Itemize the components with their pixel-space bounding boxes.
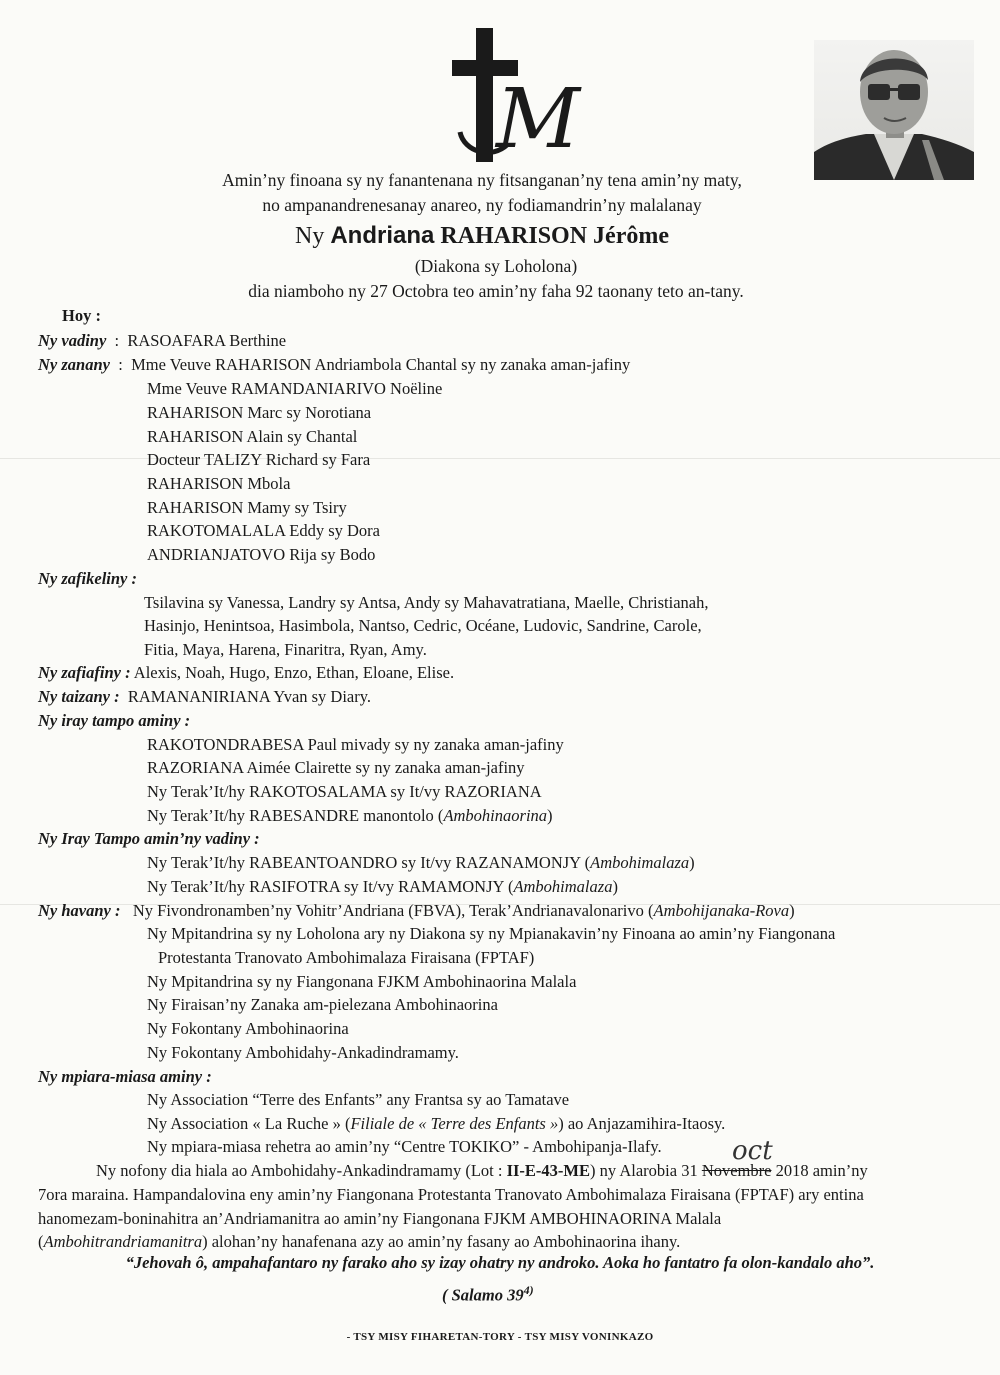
burial-text: ) alohan’ny hanafenana azy ao amin’ny fasany ao Ambohinaorina ihany. [202,1232,681,1251]
iray-tampo-item: Ny Terak’It/hy RABESANDRE manontolo (Ambohinaorina) [147,806,553,825]
mpiara-item-italic: Filiale de « Terre des Enfants » [350,1114,559,1133]
bible-quote: “Jehovah ô, ampahafantaro ny farako aho sy izay ohatry ny androko. Aoka ho fantatro fa olon-kandalo aho”. [125,1253,875,1272]
name-last: RAHARISON Jérôme [440,223,669,249]
mpiara-item: Ny Association “Terre des Enfants” any Frantsa sy ao Tamatave [147,1090,570,1109]
zanany-item: RAHARISON Mamy sy Tsiry [147,498,347,517]
zafiafiny-row [38,663,454,683]
iray-tampo-vadiny-item: Ny Terak’It/hy RABEANTOANDRO sy It/vy RAZANAMONJY (Ambohimalaza) [147,853,695,872]
burial-line-2: 7ora maraina. Hampandalovina eny amin’ny Fiangonana Protestanta Tranovato Ambohimalaza Firaisana (FPTAF) ary entina [38,1185,864,1204]
intro-line-1: Amin’ny finoana sy ny fanantenana ny fitsanganan’ny tena amin’ny maty, [222,170,742,190]
iray-tampo-item: Ny Terak’It/hy RAKOTOSALAMA sy It/vy RAZORIANA [147,782,542,801]
taizany-row [38,687,371,707]
burial-day: 31 [681,1161,698,1180]
burial-text: ) ny Alarobia [590,1161,682,1180]
burial-line-1 [96,1161,868,1181]
zanany-label: Ny zanany [38,355,110,374]
emblem-letter: M [496,72,580,164]
iray-tampo-vadiny-text: Ny Terak’It/hy RABEANTOANDRO sy It/vy RAZANAMONJY ( [147,853,591,872]
mpiara-item-text: Ny Association « La Ruche » ( [147,1114,351,1133]
iray-tampo-item-place: Ambohinaorina [443,806,548,825]
zanany-item: Mme Veuve RAMANDANIARIVO Noëline [147,379,443,398]
vadiny-label: Ny vadiny [38,331,107,350]
havany-item: Ny Mpitandrina sy ny Fiangonana FJKM Ambohinaorina Malala [147,972,577,991]
taizany-label: Ny taizany : [38,687,120,706]
iray-tampo-item-text: Ny Terak’It/hy RABESANDRE manontolo ( [147,806,444,825]
zanany-item: RAHARISON Alain sy Chantal [147,427,358,446]
burial-place: Ambohitrandriamanitra [43,1232,203,1251]
iray-tampo-vadiny-place: Ambohimalaza [513,877,613,896]
burial-lot: II-E-43-ME [506,1161,590,1180]
psalm-reference [442,1283,534,1306]
vadiny-row: Ny vadiny : RASOAFARA Berthine [38,331,287,350]
burial-line-4: (Ambohitrandriamanitra) alohan’ny hanafenana azy ao amin’ny fasany ao Ambohinaorina ihany. [38,1232,681,1251]
iray-tampo-vadiny-item: Ny Terak’It/hy RASIFOTRA sy It/vy RAMAMONJY (Ambohimalaza) [147,877,618,896]
zafikeliny-line: Tsilavina sy Vanessa, Landry sy Antsa, Andy sy Mahavatratiana, Maelle, Christianah, [144,593,709,612]
havany-item-place: Ambohijanaka-Rova [653,901,790,920]
death-line: dia niamboho ny 27 Octobra teo amin’ny faha 92 taonany teto an-tany. [248,281,744,301]
havany-item: Ny Firaisan’ny Zanaka am-pielezana Ambohinaorina [147,995,498,1014]
zanany-item: ANDRIANJATOVO Rija sy Bodo [147,545,376,564]
burial-line-3: hanomezam-boninahitra an’Andriamanitra ao amin’ny Fiangonana FJKM AMBOHINAORINA Malala [38,1209,722,1228]
cross-emblem-icon [452,22,582,164]
iray-tampo-item: RAKOTONDRABESA Paul mivady sy ny zanaka aman-jafiny [147,735,564,754]
mpiara-item: Ny mpiara-miasa rehetra ao amin’ny “Centre TOKIKO” - Ambohipanja-Ilafy. [147,1137,662,1156]
zanany-item: RAHARISON Marc sy Norotiana [147,403,372,422]
mpiara-item-text: ) ao Anjazamihira-Itaosy. [558,1114,726,1133]
name-first: Andriana [330,222,435,249]
iray-tampo-item: RAZORIANA Aimée Clairette sy ny zanaka aman-jafiny [147,758,525,777]
burial-text: Ny nofony dia hiala ao Ambohidahy-Ankadindramamy (Lot : [96,1161,507,1180]
havany-item: Protestanta Tranovato Ambohimalaza Firaisana (FPTAF) [158,948,535,967]
zanany-item: Docteur TALIZY Richard sy Fara [147,450,371,469]
zafiafiny-label: Ny zafiafiny : [38,663,131,682]
havany-row: Ny havany : Ny Fivondronamben’ny Vohitr’Andriana (FBVA), Terak’Andrianavalonarivo (Ambohijanaka-Rova) [38,901,795,920]
psalm-text: ( Salamo 39 [442,1285,524,1305]
footer-notice: - TSY MISY FIHARETAN-TORY - TSY MISY VONINKAZO [346,1331,654,1343]
havany-item: Ny Fokontany Ambohidahy-Ankadindramamy. [147,1043,459,1062]
havany-item: Ny Mpitandrina sy ny Loholona ary ny Diakona sy ny Mpianakavin’ny Finoana ao amin’ny Fiangonana [147,924,836,943]
zanany-item: RAKOTOMALALA Eddy sy Dora [147,521,380,540]
intro-line-2: no ampanandrenesanay anareo, ny fodiamandrin’ny malalanay [262,195,702,215]
zafiafiny-value: Alexis, Noah, Hugo, Enzo, Ethan, Eloane, Elise. [133,663,455,682]
psalm-verse: 4) [523,1283,534,1297]
zanany-item: RAHARISON Mbola [147,474,291,493]
zafikeliny-line: Fitia, Maya, Harena, Finaritra, Ryan, Amy. [144,640,427,659]
zanany-item: Mme Veuve RAHARISON Andriambola Chantal sy ny zanaka aman-jafiny [131,355,631,374]
mpiara-item [147,1114,725,1134]
havany-item-text: Ny Fivondronamben’ny Vohitr’Andriana (FBVA), Terak’Andrianavalonarivo ( [132,901,654,920]
handwritten-month: oct [732,1136,773,1166]
hoy-label: Hoy : [62,306,101,325]
iray-tampo-vadiny-label: Ny Iray Tampo amin’ny vadiny : [38,829,260,848]
iray-tampo-label: Ny iray tampo aminy : [38,711,191,730]
mpiara-label: Ny mpiara-miasa aminy : [38,1067,212,1086]
iray-tampo-vadiny-place: Ambohimalaza [590,853,690,872]
burial-month-struck: Novembre [701,1161,772,1180]
vadiny-value: RASOAFARA Berthine [127,331,287,350]
zafikeliny-line: Hasinjo, Henintsoa, Hasimbola, Nantso, Cedric, Océane, Ludovic, Sandrine, Carole, [144,616,702,635]
iray-tampo-vadiny-text: Ny Terak’It/hy RASIFOTRA sy It/vy RAMAMONJY ( [147,877,514,896]
taizany-value: RAMANANIRIANA Yvan sy Diary. [127,687,372,706]
zanany-row: Ny zanany : Mme Veuve RAHARISON Andriambola Chantal sy ny zanaka aman-jafiny [38,355,631,374]
portrait-photo [814,40,974,180]
havany-item: Ny Fokontany Ambohinaorina [147,1019,349,1038]
havany-label: Ny havany : [38,901,121,920]
deceased-name [0,222,982,250]
deceased-title: (Diakona sy Loholona) [414,256,578,276]
zafikeliny-label: Ny zafikeliny : [38,569,137,588]
name-prefix: Ny [295,223,325,249]
burial-text: 2018 amin’ny [771,1161,868,1180]
